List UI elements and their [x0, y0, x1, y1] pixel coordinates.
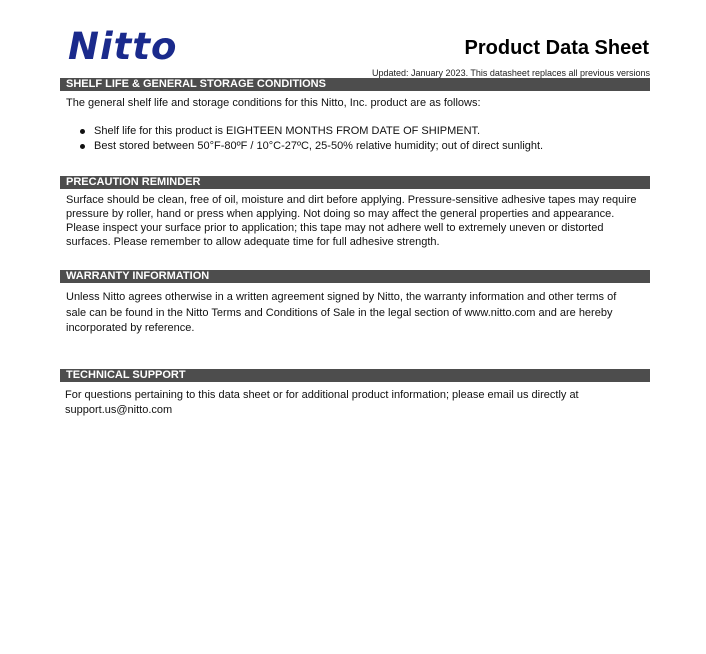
page-title: Product Data Sheet: [464, 37, 649, 59]
section-heading-technical-support: TECHNICAL SUPPORT: [60, 369, 650, 382]
updated-note: Updated: January 2023. This datasheet replaces all previous versions: [372, 68, 650, 78]
section-heading-shelf-life: SHELF LIFE & GENERAL STORAGE CONDITIONS: [60, 78, 650, 91]
list-item-text: Shelf life for this product is EIGHTEEN MONTHS FROM DATE OF SHIPMENT.: [94, 125, 481, 137]
precaution-body: Surface should be clean, free of oil, moisture and dirt before applying. Pressure-sensitive adhesive tapes may require pressure by roller, hand or press when applying. Not doing so may affect the general properties and appearance. Please inspect your surface prior to application; this tape may not adhere well to extremely uneven or distorted surfaces. Please remember to allow adequate time for full adhesive strength.: [66, 194, 637, 248]
technical-support-body: For questions pertaining to this data sheet or for additional product information; please email us directly at support.us@nitto.com: [65, 389, 579, 416]
shelf-life-list: [78, 124, 543, 153]
bullet-icon: [80, 129, 85, 134]
list-item: [78, 124, 543, 139]
bullet-icon: [80, 144, 85, 149]
section-heading-precaution: PRECAUTION REMINDER: [60, 176, 650, 189]
list-item: [78, 139, 543, 154]
shelf-life-intro: The general shelf life and storage conditions for this Nitto, Inc. product are as follows:: [66, 97, 481, 109]
nitto-logo: Nitto: [68, 25, 178, 68]
section-heading-warranty: WARRANTY INFORMATION: [60, 270, 650, 283]
list-item-text: Best stored between 50°F-80ºF / 10°C-27ºC, 25-50% relative humidity; out of direct sunlight.: [94, 139, 544, 152]
warranty-body: Unless Nitto agrees otherwise in a written agreement signed by Nitto, the warranty information and other terms of sale can be found in the Nitto Terms and Conditions of Sale in the legal section of www.nitto.com and are hereby incorporated by reference.: [66, 291, 617, 334]
